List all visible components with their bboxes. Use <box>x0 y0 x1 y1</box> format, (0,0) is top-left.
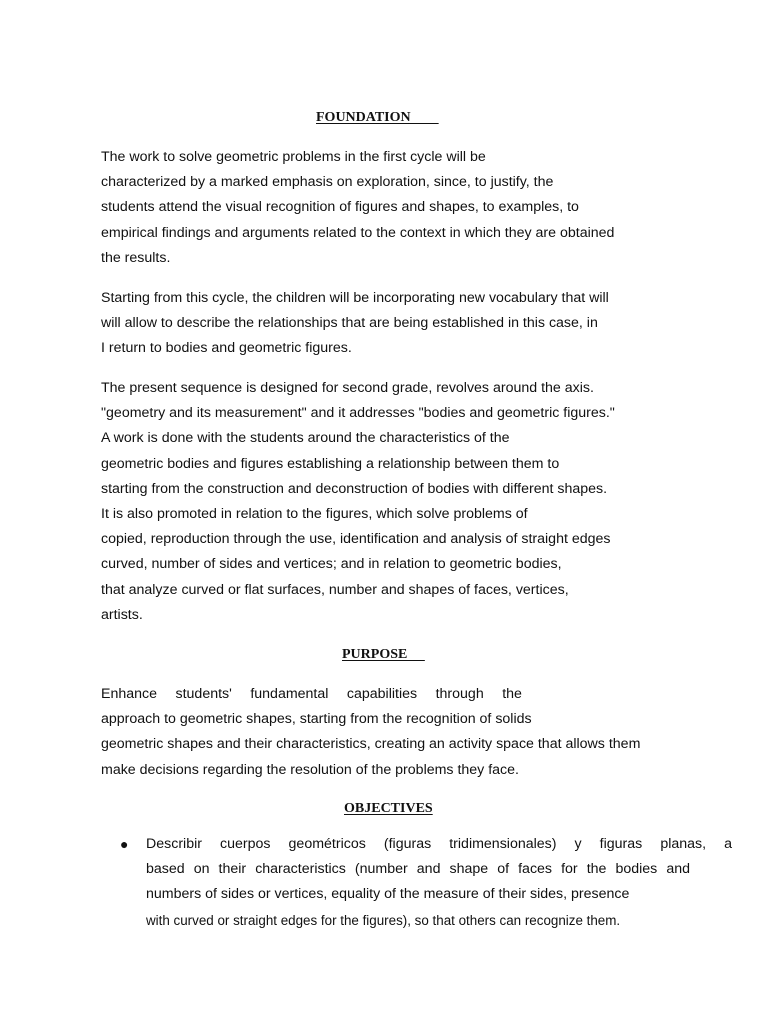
word: of <box>497 861 510 878</box>
text-line: A work is done with the students around the characteristics of the <box>101 430 510 447</box>
word: characteristics <box>255 861 346 878</box>
text-line: students attend the visual recognition of figures and shapes, to examples, to <box>101 199 579 216</box>
word: cuerpos <box>220 836 271 852</box>
heading-objectives: OBJECTIVES <box>344 801 433 816</box>
word: Enhance <box>101 686 158 702</box>
text-line: The work to solve geometric problems in the first cycle will be <box>101 149 486 165</box>
text-line: starting from the construction and deconstruction of bodies with different shapes. <box>101 480 608 497</box>
text-line: artists. <box>101 606 143 623</box>
word: (number <box>354 861 408 878</box>
text-line: empirical findings and arguments related to the context in which they are obtained <box>101 224 615 241</box>
word: the <box>502 686 522 702</box>
text-line: with curved or straight edges for the figures), so that others can recognize them. <box>146 912 621 928</box>
text-line: "geometry and its measurement" and it addresses "bodies and geometric figures." <box>101 405 615 422</box>
word: geométricos <box>288 836 366 852</box>
text-line: curved, number of sides and vertices; and in relation to geometric bodies, <box>101 556 562 573</box>
word: and <box>416 861 441 878</box>
heading-purpose: PURPOSE <box>342 647 425 662</box>
justified-line <box>101 682 522 707</box>
word: y <box>574 836 582 852</box>
text-line: numbers of sides or vertices, equality of the measure of their sides, presence <box>146 886 630 903</box>
word: their <box>218 861 247 878</box>
text-line: I return to bodies and geometric figures. <box>101 340 352 357</box>
text-line: geometric shapes and their characteristics, creating an activity space that allows them <box>101 736 641 753</box>
foundation-paragraph-1 <box>101 145 614 271</box>
word: fundamental <box>250 686 329 702</box>
text-line: copied, reproduction through the use, identification and analysis of straight edges <box>101 531 611 548</box>
word: bodies <box>615 861 658 878</box>
word: the <box>586 861 607 878</box>
word: Describir <box>146 836 202 852</box>
word: faces <box>518 861 553 878</box>
word: on <box>193 861 210 878</box>
text-line: will allow to describe the relationships that are being established in this case, in <box>101 315 598 332</box>
word: (figuras <box>383 836 432 852</box>
text-line: the results. <box>101 249 171 266</box>
word: capabilities <box>346 686 418 702</box>
text-line: The present sequence is designed for second grade, revolves around the axis. <box>101 380 594 396</box>
bullet-icon: ● <box>120 836 129 852</box>
heading-foundation: FOUNDATION <box>316 110 439 125</box>
word: students' <box>175 686 232 702</box>
word: planas, <box>660 836 707 852</box>
foundation-paragraph-3 <box>101 376 615 628</box>
word: shape <box>449 861 489 878</box>
word: figuras <box>599 836 643 852</box>
text-line: that analyze curved or flat surfaces, number and shapes of faces, vertices, <box>101 581 569 598</box>
word: for <box>561 861 578 878</box>
text-line: geometric bodies and figures establishing a relationship between them to <box>101 455 560 472</box>
foundation-paragraph-2 <box>101 286 609 362</box>
justified-line <box>146 857 690 882</box>
justified-line <box>146 832 732 857</box>
text-line: make decisions regarding the resolution of the problems they face. <box>101 761 519 778</box>
word: a <box>724 836 732 852</box>
purpose-paragraph <box>101 682 640 783</box>
word: through <box>435 686 484 702</box>
word: based <box>146 861 185 878</box>
text-line: characterized by a marked emphasis on exploration, since, to justify, the <box>101 174 554 191</box>
text-line: It is also promoted in relation to the figures, which solve problems of <box>101 505 528 522</box>
word: and <box>666 861 690 878</box>
word: tridimensionales) <box>449 836 557 852</box>
text-line: approach to geometric shapes, starting from the recognition of solids <box>101 711 532 728</box>
text-line: Starting from this cycle, the children will be incorporating new vocabulary that will <box>101 290 609 306</box>
objective-item <box>146 832 732 933</box>
